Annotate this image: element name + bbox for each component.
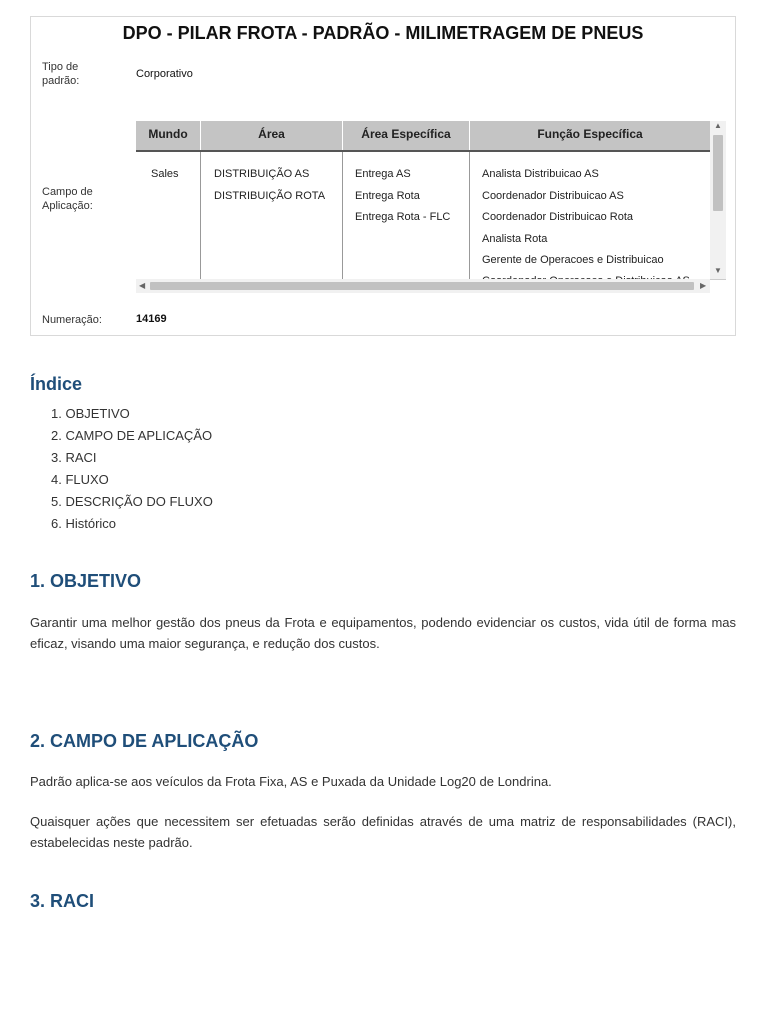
column-area xyxy=(201,152,343,279)
toc-item-objetivo[interactable]: 1. OBJETIVO xyxy=(51,406,130,421)
cell-area-especifica: Entrega AS xyxy=(355,168,411,180)
campo-aplicacao-heading: 2. CAMPO DE APLICAÇÃO xyxy=(30,731,259,751)
toc-item-descricao[interactable]: 5. DESCRIÇÃO DO FLUXO xyxy=(51,494,213,509)
column-funcao-especifica xyxy=(470,152,710,279)
vertical-scroll-thumb[interactable] xyxy=(713,135,723,211)
cell-area-especifica: Entrega Rota xyxy=(355,190,420,202)
campo-label: Campo de Aplicação: xyxy=(42,186,93,212)
cell-mundo: Sales xyxy=(151,168,179,180)
column-mundo xyxy=(136,152,201,279)
vertical-scrollbar[interactable] xyxy=(710,121,726,279)
toc-item-historico[interactable]: 6. Histórico xyxy=(51,516,117,531)
scroll-up-icon[interactable]: ▲ xyxy=(714,121,722,130)
numeracao-label: Numeração: xyxy=(42,314,102,326)
cell-area: DISTRIBUIÇÃO ROTA xyxy=(214,190,326,202)
horizontal-scroll-thumb[interactable] xyxy=(150,282,694,290)
scroll-left-icon[interactable]: ◀ xyxy=(139,281,146,290)
indice-heading: Índice xyxy=(30,374,83,394)
standard-info-card xyxy=(30,16,736,336)
cell-funcao: Coordenador Distribuicao AS xyxy=(482,190,624,202)
column-area-especifica xyxy=(343,152,470,279)
cell-funcao: Coordenador Distribuicao Rota xyxy=(482,211,634,223)
document-title: DPO - PILAR FROTA - PADRÃO - MILIMETRAGEM DE PNEUS xyxy=(122,23,644,43)
campo-aplicacao-text-2: Quaisquer ações que necessitem ser efetuadas serão definidas através de uma matriz de responsabilidades (RACI), estabelecidas neste padrão. xyxy=(30,814,736,850)
campo-aplicacao-text-1: Padrão aplica-se aos veículos da Frota Fixa, AS e Puxada da Unidade Log20 de Londrina. xyxy=(30,774,552,789)
header-mundo: Mundo xyxy=(148,127,188,141)
objetivo-heading: 1. OBJETIVO xyxy=(30,571,142,591)
cell-area-especifica: Entrega Rota - FLC xyxy=(355,211,451,223)
toc-item-campo[interactable]: 2. CAMPO DE APLICAÇÃO xyxy=(51,428,213,443)
application-table[interactable] xyxy=(136,121,726,280)
horizontal-scrollbar[interactable] xyxy=(136,279,710,293)
header-area: Área xyxy=(200,121,342,150)
scroll-right-icon[interactable]: ▶ xyxy=(700,281,707,290)
table-of-contents xyxy=(51,405,213,537)
tipo-value: Corporativo xyxy=(136,68,193,80)
cell-area: DISTRIBUIÇÃO AS xyxy=(214,168,310,180)
header-area-especifica: Área Específica xyxy=(342,121,469,150)
numeracao-value: 14169 xyxy=(136,313,167,325)
cell-funcao: Analista Distribuicao AS xyxy=(482,168,599,180)
toc-item-fluxo[interactable]: 4. FLUXO xyxy=(51,472,109,487)
raci-heading: 3. RACI xyxy=(30,891,95,911)
scroll-down-icon[interactable]: ▼ xyxy=(714,266,722,275)
header-funcao-especifica: Função Específica xyxy=(469,121,710,150)
objetivo-text: Garantir uma melhor gestão dos pneus da Frota e equipamentos, podendo evidenciar os custos, vida útil de forma mas eficaz, visando uma maior segurança, e redução dos custos. xyxy=(30,615,736,651)
table-header xyxy=(136,121,710,152)
toc-item-raci[interactable]: 3. RACI xyxy=(51,450,97,465)
cell-funcao: Analista Rota xyxy=(482,233,548,245)
tipo-label: Tipo de padrão: xyxy=(42,61,80,87)
cell-funcao: Gerente de Operacoes e Distribuicao xyxy=(482,254,664,266)
